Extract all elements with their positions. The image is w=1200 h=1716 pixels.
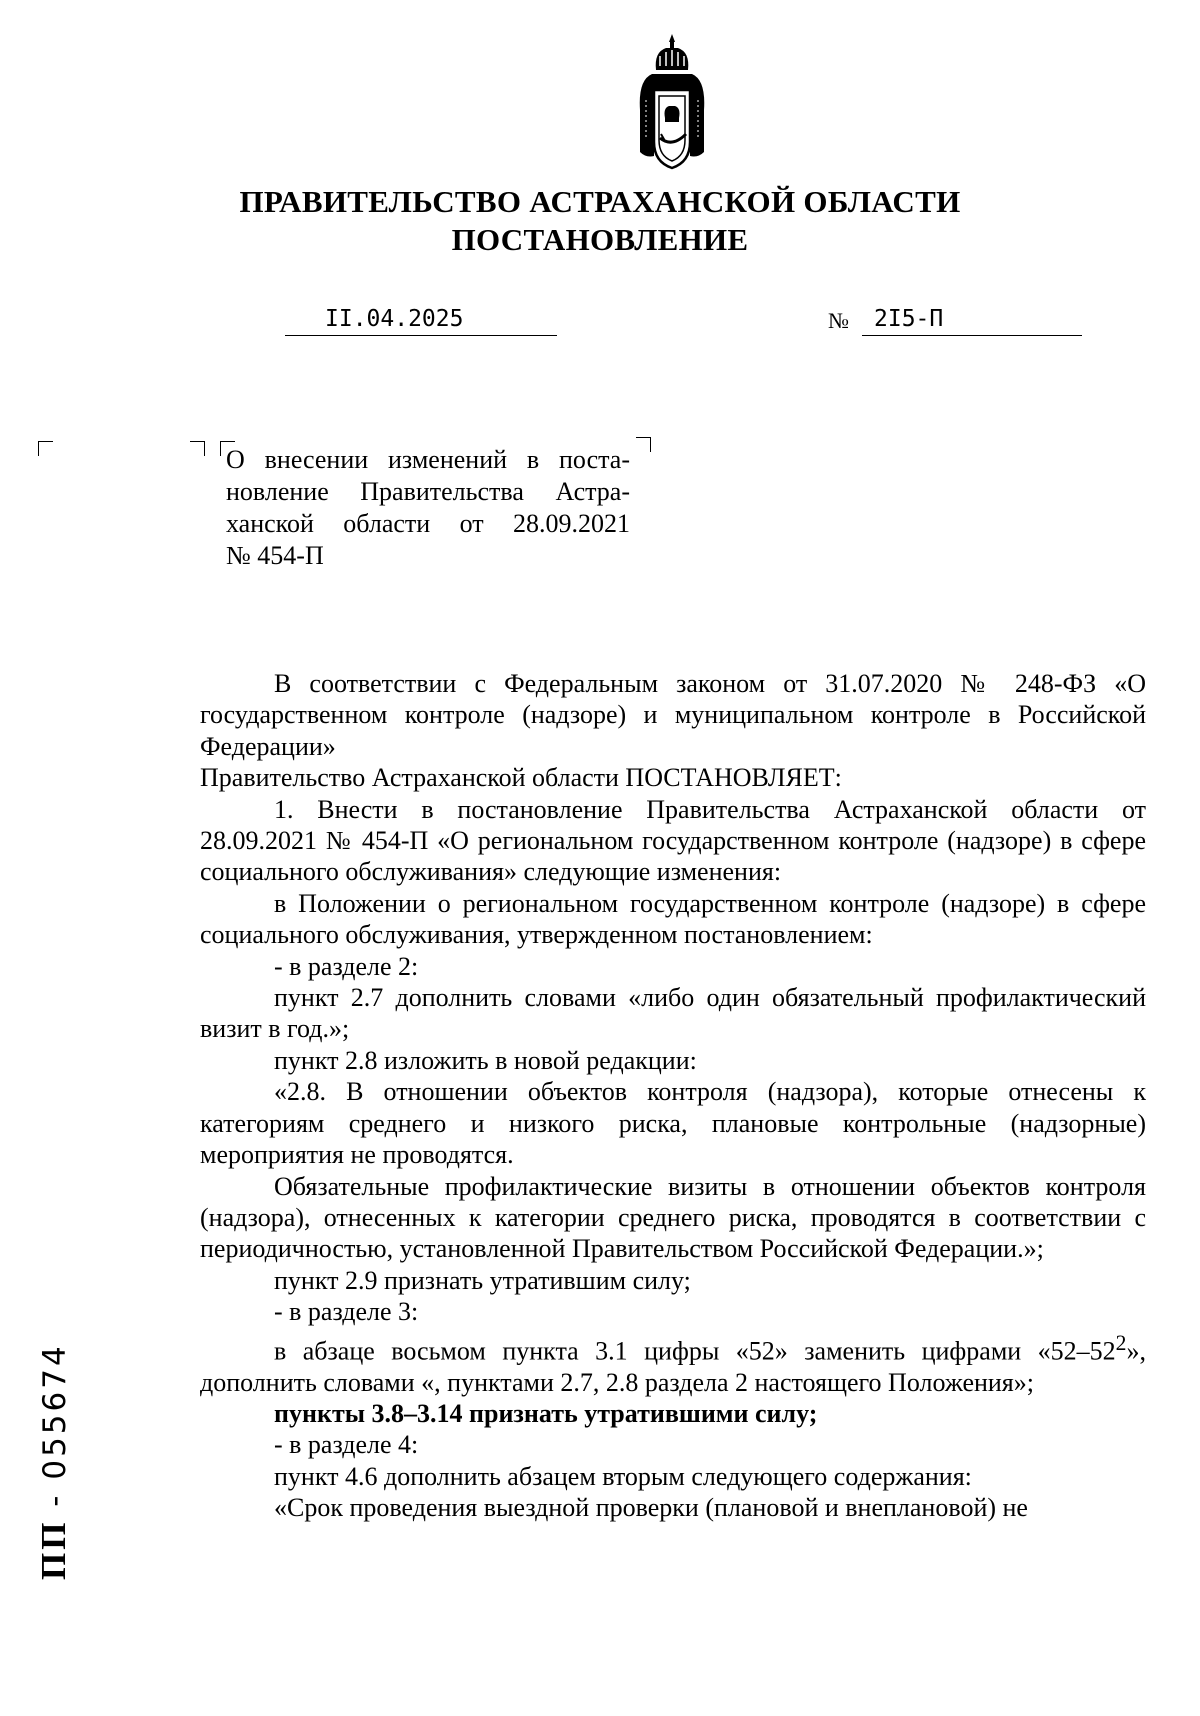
document-date: II.04.2025 xyxy=(285,306,557,336)
body-text-run: в абзаце восьмом пункта 3.1 цифры «52» заменить цифрами «52–52 xyxy=(274,1336,1116,1366)
subject-corner-mark xyxy=(636,437,651,452)
document-subject xyxy=(226,444,630,572)
document-type-title: ПОСТАНОВЛЕНИЕ xyxy=(451,222,749,257)
document-body xyxy=(200,668,1146,1524)
serial-number: 055674 xyxy=(37,1343,73,1480)
address-corner-mark xyxy=(38,441,53,456)
body-paragraph: в Положении о региональном государственном контроле (надзоре) в сфере социального обслуживания, утвержденном постановлением: xyxy=(200,888,1146,950)
organization-title: ПРАВИТЕЛЬСТВО АСТРАХАНСКОЙ ОБЛАСТИ xyxy=(239,184,961,219)
body-paragraph xyxy=(200,1328,1146,1398)
body-paragraph: - в разделе 3: xyxy=(274,1297,419,1327)
subject-line: № 454-П xyxy=(226,541,324,570)
body-paragraph: - в разделе 4: xyxy=(274,1430,419,1460)
document-number-label: № xyxy=(828,308,849,333)
body-paragraph: пункт 2.7 дополнить словами «либо один обязательный профилактический визит в год.»; xyxy=(200,983,1146,1044)
body-paragraph: - в разделе 2: xyxy=(274,951,419,981)
body-paragraph: пункт 2.9 признать утратившим силу; xyxy=(274,1265,691,1295)
body-paragraph: «2.8. В отношении объектов контроля (надзора), которые отнесены к категориям среднего и низкого риска, плановые контрольные (надзорные) мероприятия не проводятся. xyxy=(200,1077,1146,1170)
serial-prefix: ПП xyxy=(34,1519,73,1580)
body-paragraph: пункт 2.8 изложить в новой редакции: xyxy=(274,1045,697,1075)
body-paragraph: пункты 3.8–3.14 признать утратившими силу; xyxy=(274,1399,818,1428)
body-paragraph: Обязательные профилактические визиты в отношении объектов контроля (надзора), отнесенных к категории среднего риска, проводятся в соответствии с периодичностью, установленной Правительством Российской Федерации.»; xyxy=(200,1171,1146,1264)
subject-line: ханской области от 28.09.2021 xyxy=(226,509,630,538)
body-paragraph: «Срок проведения выездной проверки (плановой и внеплановой) не xyxy=(274,1493,1028,1523)
body-paragraph: пункт 4.6 дополнить абзацем вторым следующего содержания: xyxy=(274,1461,972,1491)
body-paragraph: Правительство Астраханской области ПОСТАНОВЛЯЕТ: xyxy=(200,763,842,793)
document-number: 2I5-П xyxy=(862,306,1082,336)
address-corner-mark xyxy=(190,441,205,456)
coat-of-arms-emblem xyxy=(632,30,712,180)
form-serial-number xyxy=(34,1343,74,1580)
superscript: 2 xyxy=(1115,1330,1127,1355)
body-paragraph: 1. Внести в постановление Правительства Астраханской области от 28.09.2021 № 454-П «О региональном государственном контроле (надзоре) в сфере социального обслуживания» следующие изменения: xyxy=(200,794,1146,887)
serial-separator: - xyxy=(37,1479,73,1520)
body-text-run: », дополнить словами «, пунктами 2.7, 2.8 раздела 2 настоящего Положения»; xyxy=(200,1336,1146,1397)
body-paragraph: В соответствии с Федеральным законом от 31.07.2020 № 248-ФЗ «О государственном контроле (надзоре) и муниципальном контроле в Российской Федерации» xyxy=(200,669,1146,761)
subject-line: новление Правительства Астра- xyxy=(226,477,630,506)
subject-line: О внесении изменений в поста- xyxy=(226,445,630,474)
